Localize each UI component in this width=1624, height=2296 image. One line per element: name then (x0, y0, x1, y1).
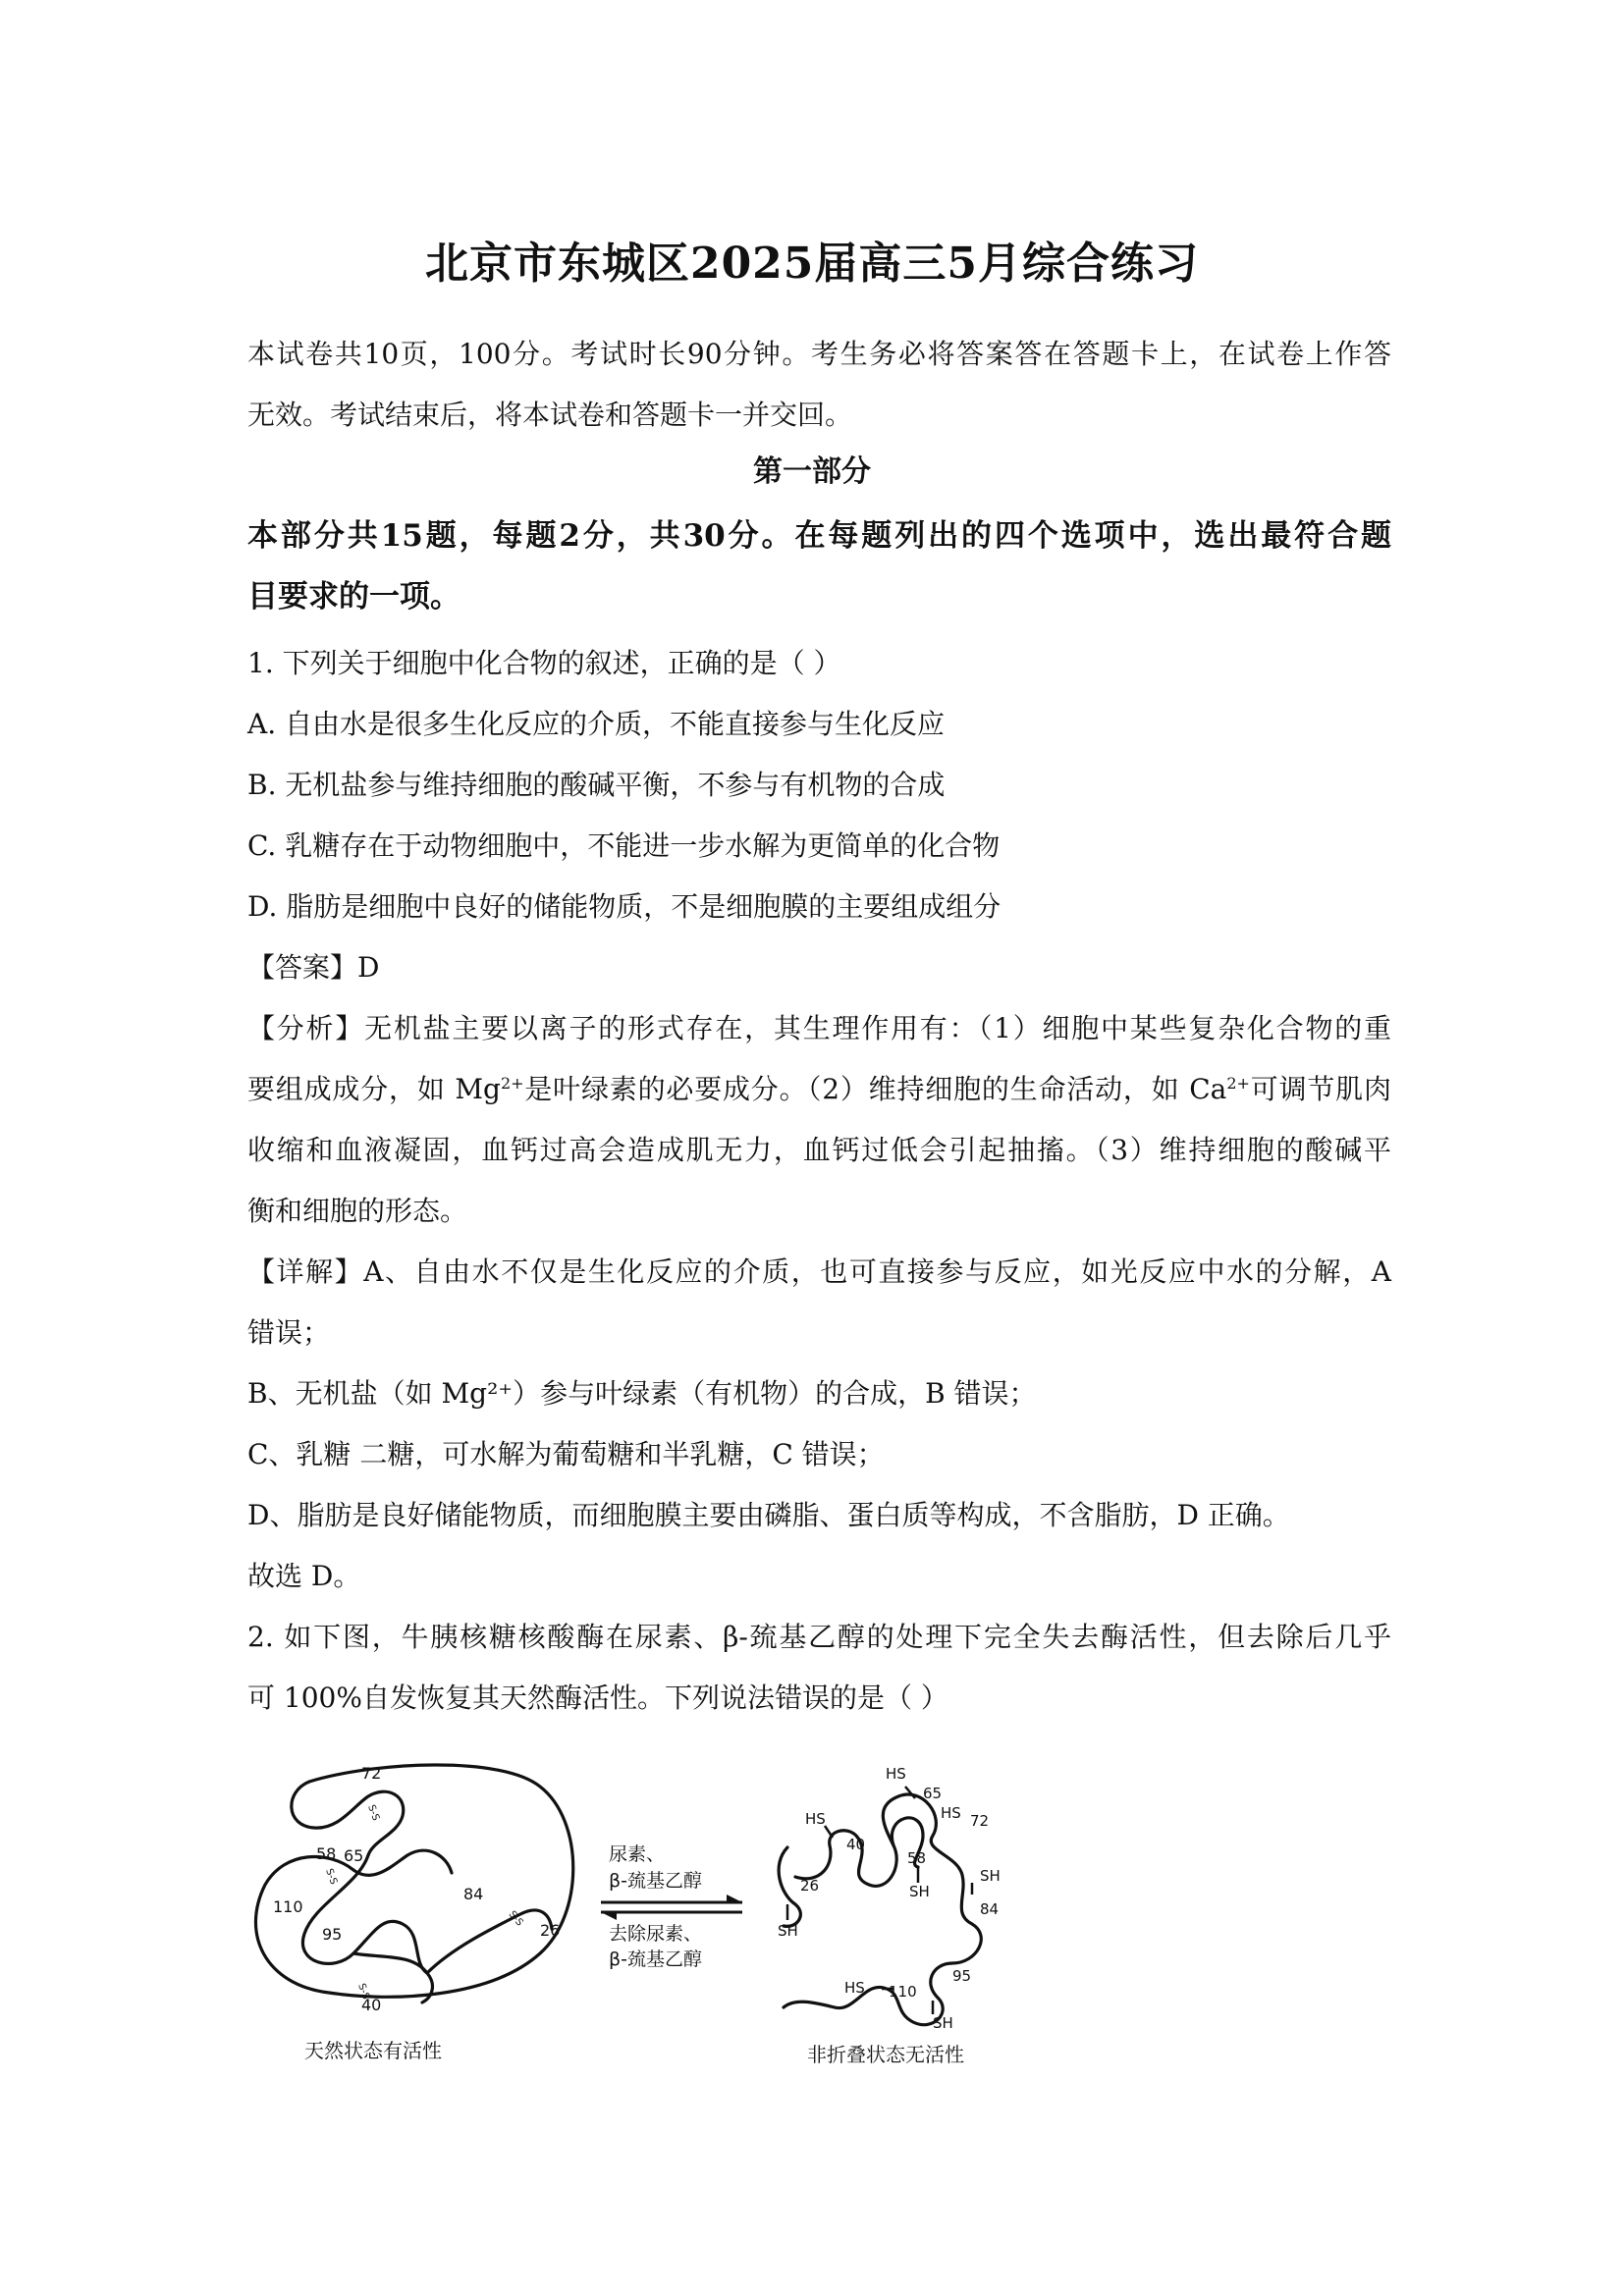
intro-paragraph (247, 324, 1391, 446)
part-description (247, 506, 1391, 627)
unfolded-chain (779, 1794, 981, 2025)
disulfide-bond-4: S-S (355, 1982, 372, 2002)
native-chain (255, 1765, 572, 2002)
native-residue-26: 26 (540, 1921, 561, 1940)
detail-line-1: 【详解】A、自由水不仅是生化反应的介质，也可直接参与反应，如光反应中水的分解，A (247, 1255, 1391, 1288)
question-1-answer: 【答案】D (247, 951, 380, 984)
protein-folding-diagram (245, 1757, 1129, 2081)
native-residue-84: 84 (463, 1885, 484, 1903)
native-residue-40: 40 (361, 1996, 382, 2014)
arrow-top-line-1: 尿素、 (609, 1843, 666, 1865)
detail-line-6: 故选 D。 (247, 1560, 361, 1592)
reverse-arrow-head (601, 1912, 617, 1920)
analysis-line-2: 要组成成分，如 $Mg^{2+}$是叶绿素的必要成分。（2）维持细胞的生命活动，如 $Ca^{2+}$可调节肌肉 (247, 1073, 1391, 1105)
analysis-line-3: 收缩和血液凝固，血钙过高会造成肌无力，血钙过低会引起抽搐。（3）维持细胞的酸碱平 (247, 1134, 1391, 1166)
disulfide-bond-3: S-S (506, 1908, 525, 1929)
intro-line-2: 无效。考试结束后，将本试卷和答题卡一并交回。 (247, 399, 853, 431)
unfolded-residue-40: 40 (846, 1836, 866, 1853)
arrow-bottom-line-1: 去除尿素、 (609, 1923, 703, 1945)
native-residue-65: 65 (344, 1846, 364, 1865)
analysis-line-1: 【分析】无机盐主要以离子的形式存在，其生理作用有：（1）细胞中某些复杂化合物的重 (247, 1012, 1391, 1044)
question-1-option-a: A. 自由水是很多生化反应的介质，不能直接参与生化反应 (247, 708, 946, 740)
part-heading: 第一部分 (753, 454, 871, 489)
unfolded-residue-84: 84 (980, 1900, 1000, 1918)
native-labels (273, 1764, 560, 2014)
unfolded-residue-72: 72 (970, 1812, 990, 1830)
native-residue-72: 72 (361, 1764, 382, 1783)
disulfide-bond-1: S-S (365, 1803, 382, 1823)
unfolded-residue-110: 110 (889, 1983, 917, 2001)
native-residue-58: 58 (316, 1844, 337, 1863)
unfolded-labels (778, 1765, 1001, 2032)
detail-line-2: 错误； (247, 1316, 331, 1349)
detail-line-5: D、脂肪是良好储能物质，而细胞膜主要由磷脂、蛋白质等构成，不含脂肪，D 正确。 (247, 1499, 1290, 1531)
question-1-analysis (247, 998, 1391, 1242)
unfolded-hs-110: HS (844, 1979, 865, 1997)
native-residue-95: 95 (322, 1925, 343, 1944)
unfolded-sh-26: SH (778, 1922, 798, 1940)
native-residue-110: 110 (273, 1897, 303, 1916)
forward-arrow-head (727, 1895, 742, 1902)
question-1-option-b: B. 无机盐参与维持细胞的酸碱平衡，不参与有机物的合成 (247, 769, 946, 801)
unfolded-hs-40: HS (805, 1810, 826, 1828)
unfolded-residue-95: 95 (952, 1967, 972, 1985)
question-2-stem-line-2: 可 100%自发恢复其天然酶活性。下列说法错误的是（ ） (247, 1682, 948, 1714)
unfolded-state-caption: 非折叠状态无活性 (807, 2043, 964, 2066)
thiol-bond-1 (905, 1787, 915, 1798)
question-1-option-d: D. 脂肪是细胞中良好的储能物质，不是细胞膜的主要组成组分 (247, 890, 1001, 923)
question-2-stem (247, 1607, 1391, 1729)
question-1-option-c: C. 乳糖存在于动物细胞中，不能进一步水解为更简单的化合物 (247, 829, 1001, 862)
analysis-line-4: 衡和细胞的形态。 (247, 1195, 468, 1227)
arrow-bottom-line-2: β-巯基乙醇 (609, 1949, 702, 1970)
intro-line-1: 本试卷共10页，100分。考试时长90分钟。考生务必将答案答在答题卡上，在试卷上作答 (247, 338, 1391, 370)
reaction-arrows (601, 1843, 742, 1970)
unfolded-residue-58: 58 (907, 1849, 927, 1867)
detail-line-4: C、乳糖 二糖，可水解为葡萄糖和半乳糖，C 错误； (247, 1438, 885, 1470)
question-1-stem: 1. 下列关于细胞中化合物的叙述，正确的是（ ） (247, 647, 841, 679)
question-2-stem-line-1: 2. 如下图，牛胰核糖核酸酶在尿素、β-巯基乙醇的处理下完全失去酶活性，但去除后几乎 (247, 1621, 1391, 1653)
native-state-caption: 天然状态有活性 (304, 2039, 442, 2062)
detail-line-3: B、无机盐（如 Mg²⁺）参与叶绿素（有机物）的合成，B 错误； (247, 1377, 1037, 1410)
unfolded-residue-26: 26 (800, 1877, 820, 1895)
unfolded-hs-65: HS (886, 1765, 906, 1783)
protein-folding-figure (245, 1757, 1129, 2081)
unfolded-sh-95: SH (933, 2014, 953, 2032)
question-1-detail (247, 1242, 1391, 1607)
unfolded-sh-58: SH (909, 1883, 930, 1900)
arrow-top-line-2: β-巯基乙醇 (609, 1870, 702, 1892)
unfolded-sh-84: SH (980, 1867, 1001, 1885)
thiol-bond-2 (825, 1826, 833, 1838)
unfolded-hs-72: HS (941, 1804, 961, 1822)
page-title: 北京市东城区2025届高三5月综合练习 (424, 239, 1200, 289)
unfolded-residue-65: 65 (923, 1785, 943, 1802)
part-description-line-2: 目要求的一项。 (247, 579, 460, 614)
disulfide-bond-2: S-S (323, 1867, 340, 1887)
part-description-line-1: 本部分共15题，每题2分，共30分。在每题列出的四个选项中，选出最符合题 (247, 518, 1391, 554)
